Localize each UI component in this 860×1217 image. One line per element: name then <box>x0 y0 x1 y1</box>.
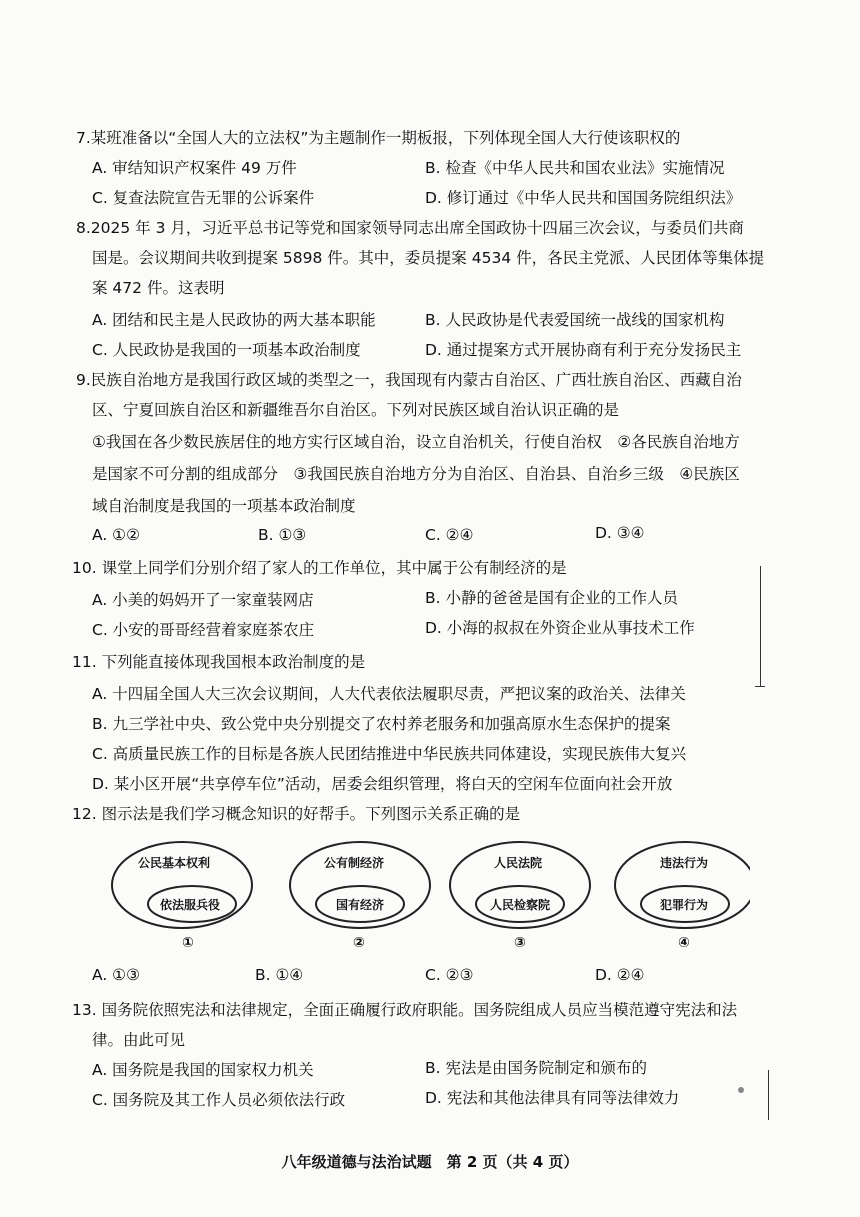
outer-label-2: 公有制经济 <box>324 856 385 870</box>
question-stem: 11. 下列能直接体现我国根本政治制度的是 <box>72 653 366 671</box>
option-a: A. 国务院是我国的国家权力机关 <box>92 1061 314 1079</box>
option-a: A. 小美的妈妈开了一家童装网店 <box>92 591 314 609</box>
diagram-number-3: ③ <box>514 935 526 951</box>
statement-line: 是国家不可分割的组成部分 ③我国民族自治地方分为自治区、自治县、自治乡三级 ④民族区 <box>92 465 740 483</box>
outer-label-4: 违法行为 <box>660 856 709 870</box>
inner-label-3: 人民检察院 <box>490 898 551 912</box>
option-a: A. 团结和民主是人民政协的两大基本职能 <box>92 311 376 329</box>
scan-border-mark <box>755 686 765 687</box>
scan-border-mark <box>760 566 761 686</box>
option-c: C. 高质量民族工作的目标是各族人民团结推进中华民族共同体建设，实现民族伟大复兴 <box>92 745 687 763</box>
question-stem: 13. 国务院依照宪法和法律规定，全面正确履行政府职能。国务院组成人员应当模范遵守宪法和法 <box>72 1001 738 1019</box>
statement-line: ①我国在各少数民族居住的地方实行区域自治，设立自治机关，行使自治权 ②各民族自治地方 <box>92 433 740 451</box>
question-stem: 10. 课堂上同学们分别介绍了家人的工作单位，其中属于公有制经济的是 <box>72 559 567 577</box>
option-d: D. ③④ <box>595 524 645 542</box>
option-d: D. 通过提案方式开展协商有利于充分发扬民主 <box>425 341 742 359</box>
outer-label-3: 人民法院 <box>494 856 543 870</box>
option-c: C. ②③ <box>425 966 474 984</box>
option-a: A. 十四届全国人大三次会议期间，人大代表依法履职尽责，严把议案的政治关、法律关 <box>92 685 686 703</box>
option-b: B. 人民政协是代表爱国统一战线的国家机构 <box>425 311 725 329</box>
option-c: C. 国务院及其工作人员必须依法行政 <box>92 1091 346 1109</box>
question-stem: 8.2025 年 3 月，习近平总书记等党和国家领导同志出席全国政协十四届三次会议，与委员们共商 <box>76 219 744 237</box>
option-c: C. 复查法院宣告无罪的公诉案件 <box>92 189 315 207</box>
outer-label-1: 公民基本权利 <box>138 856 211 870</box>
option-d: D. 某小区开展“共享停车位”活动，居委会组织管理，将白天的空闲车位面向社会开放 <box>92 775 673 793</box>
question-stem: 7.某班准备以“全国人大的立法权”为主题制作一期板报，下列体现全国人大行使该职权的 <box>76 129 681 147</box>
option-b: B. 宪法是由国务院制定和颁布的 <box>425 1059 647 1077</box>
option-c: C. 人民政协是我国的一项基本政治制度 <box>92 341 361 359</box>
option-a: A. ①② <box>92 526 140 544</box>
question-stem-line: 律。由此可见 <box>92 1031 186 1049</box>
diagram-number-4: ④ <box>678 935 690 951</box>
option-d: D. ②④ <box>595 966 645 984</box>
statement-line: 域自治制度是我国的一项基本政治制度 <box>92 497 356 515</box>
inner-label-2: 国有经济 <box>336 898 385 912</box>
inner-label-1: 依法服兵役 <box>160 898 221 912</box>
question-stem: 12. 图示法是我们学习概念知识的好帮手。下列图示关系正确的是 <box>72 805 521 823</box>
diagram-number-2: ② <box>353 935 365 951</box>
question-stem: 9.民族自治地方是我国行政区域的类型之一，我国现有内蒙古自治区、广西壮族自治区、西藏自治 <box>76 371 742 389</box>
option-a: A. ①③ <box>92 966 140 984</box>
option-d: D. 宪法和其他法律具有同等法律效力 <box>425 1089 680 1107</box>
option-a: A. 审结知识产权案件 49 万件 <box>92 159 297 177</box>
option-b: B. ①③ <box>258 526 307 544</box>
option-c: C. 小安的哥哥经营着家庭茶农庄 <box>92 621 315 639</box>
option-b: B. ①④ <box>255 966 304 984</box>
option-b: B. 小静的爸爸是国有企业的工作人员 <box>425 589 678 607</box>
page-footer: 八年级道德与法治试题 第 2 页（共 4 页） <box>281 1153 579 1171</box>
concept-diagram <box>110 840 750 955</box>
diagram-number-1: ① <box>182 935 194 951</box>
question-stem-line: 国是。会议期间共收到提案 5898 件。其中，委员提案 4534 件，各民主党派、人民团体等集体提 <box>92 249 765 267</box>
question-stem-line: 区、宁夏回族自治区和新疆维吾尔自治区。下列对民族区域自治认识正确的是 <box>92 401 620 419</box>
scan-border-mark <box>768 1070 769 1120</box>
option-c: C. ②④ <box>425 526 474 544</box>
option-b: B. 九三学社中央、致公党中央分别提交了农村养老服务和加强高原水生态保护的提案 <box>92 715 671 733</box>
question-stem-line: 案 472 件。这表明 <box>92 279 225 297</box>
option-d: D. 小海的叔叔在外资企业从事技术工作 <box>425 619 695 637</box>
scan-dot <box>738 1087 744 1093</box>
option-b: B. 检查《中华人民共和国农业法》实施情况 <box>425 159 725 177</box>
inner-label-4: 犯罪行为 <box>660 898 709 912</box>
option-d: D. 修订通过《中华人民共和国国务院组织法》 <box>425 189 742 207</box>
